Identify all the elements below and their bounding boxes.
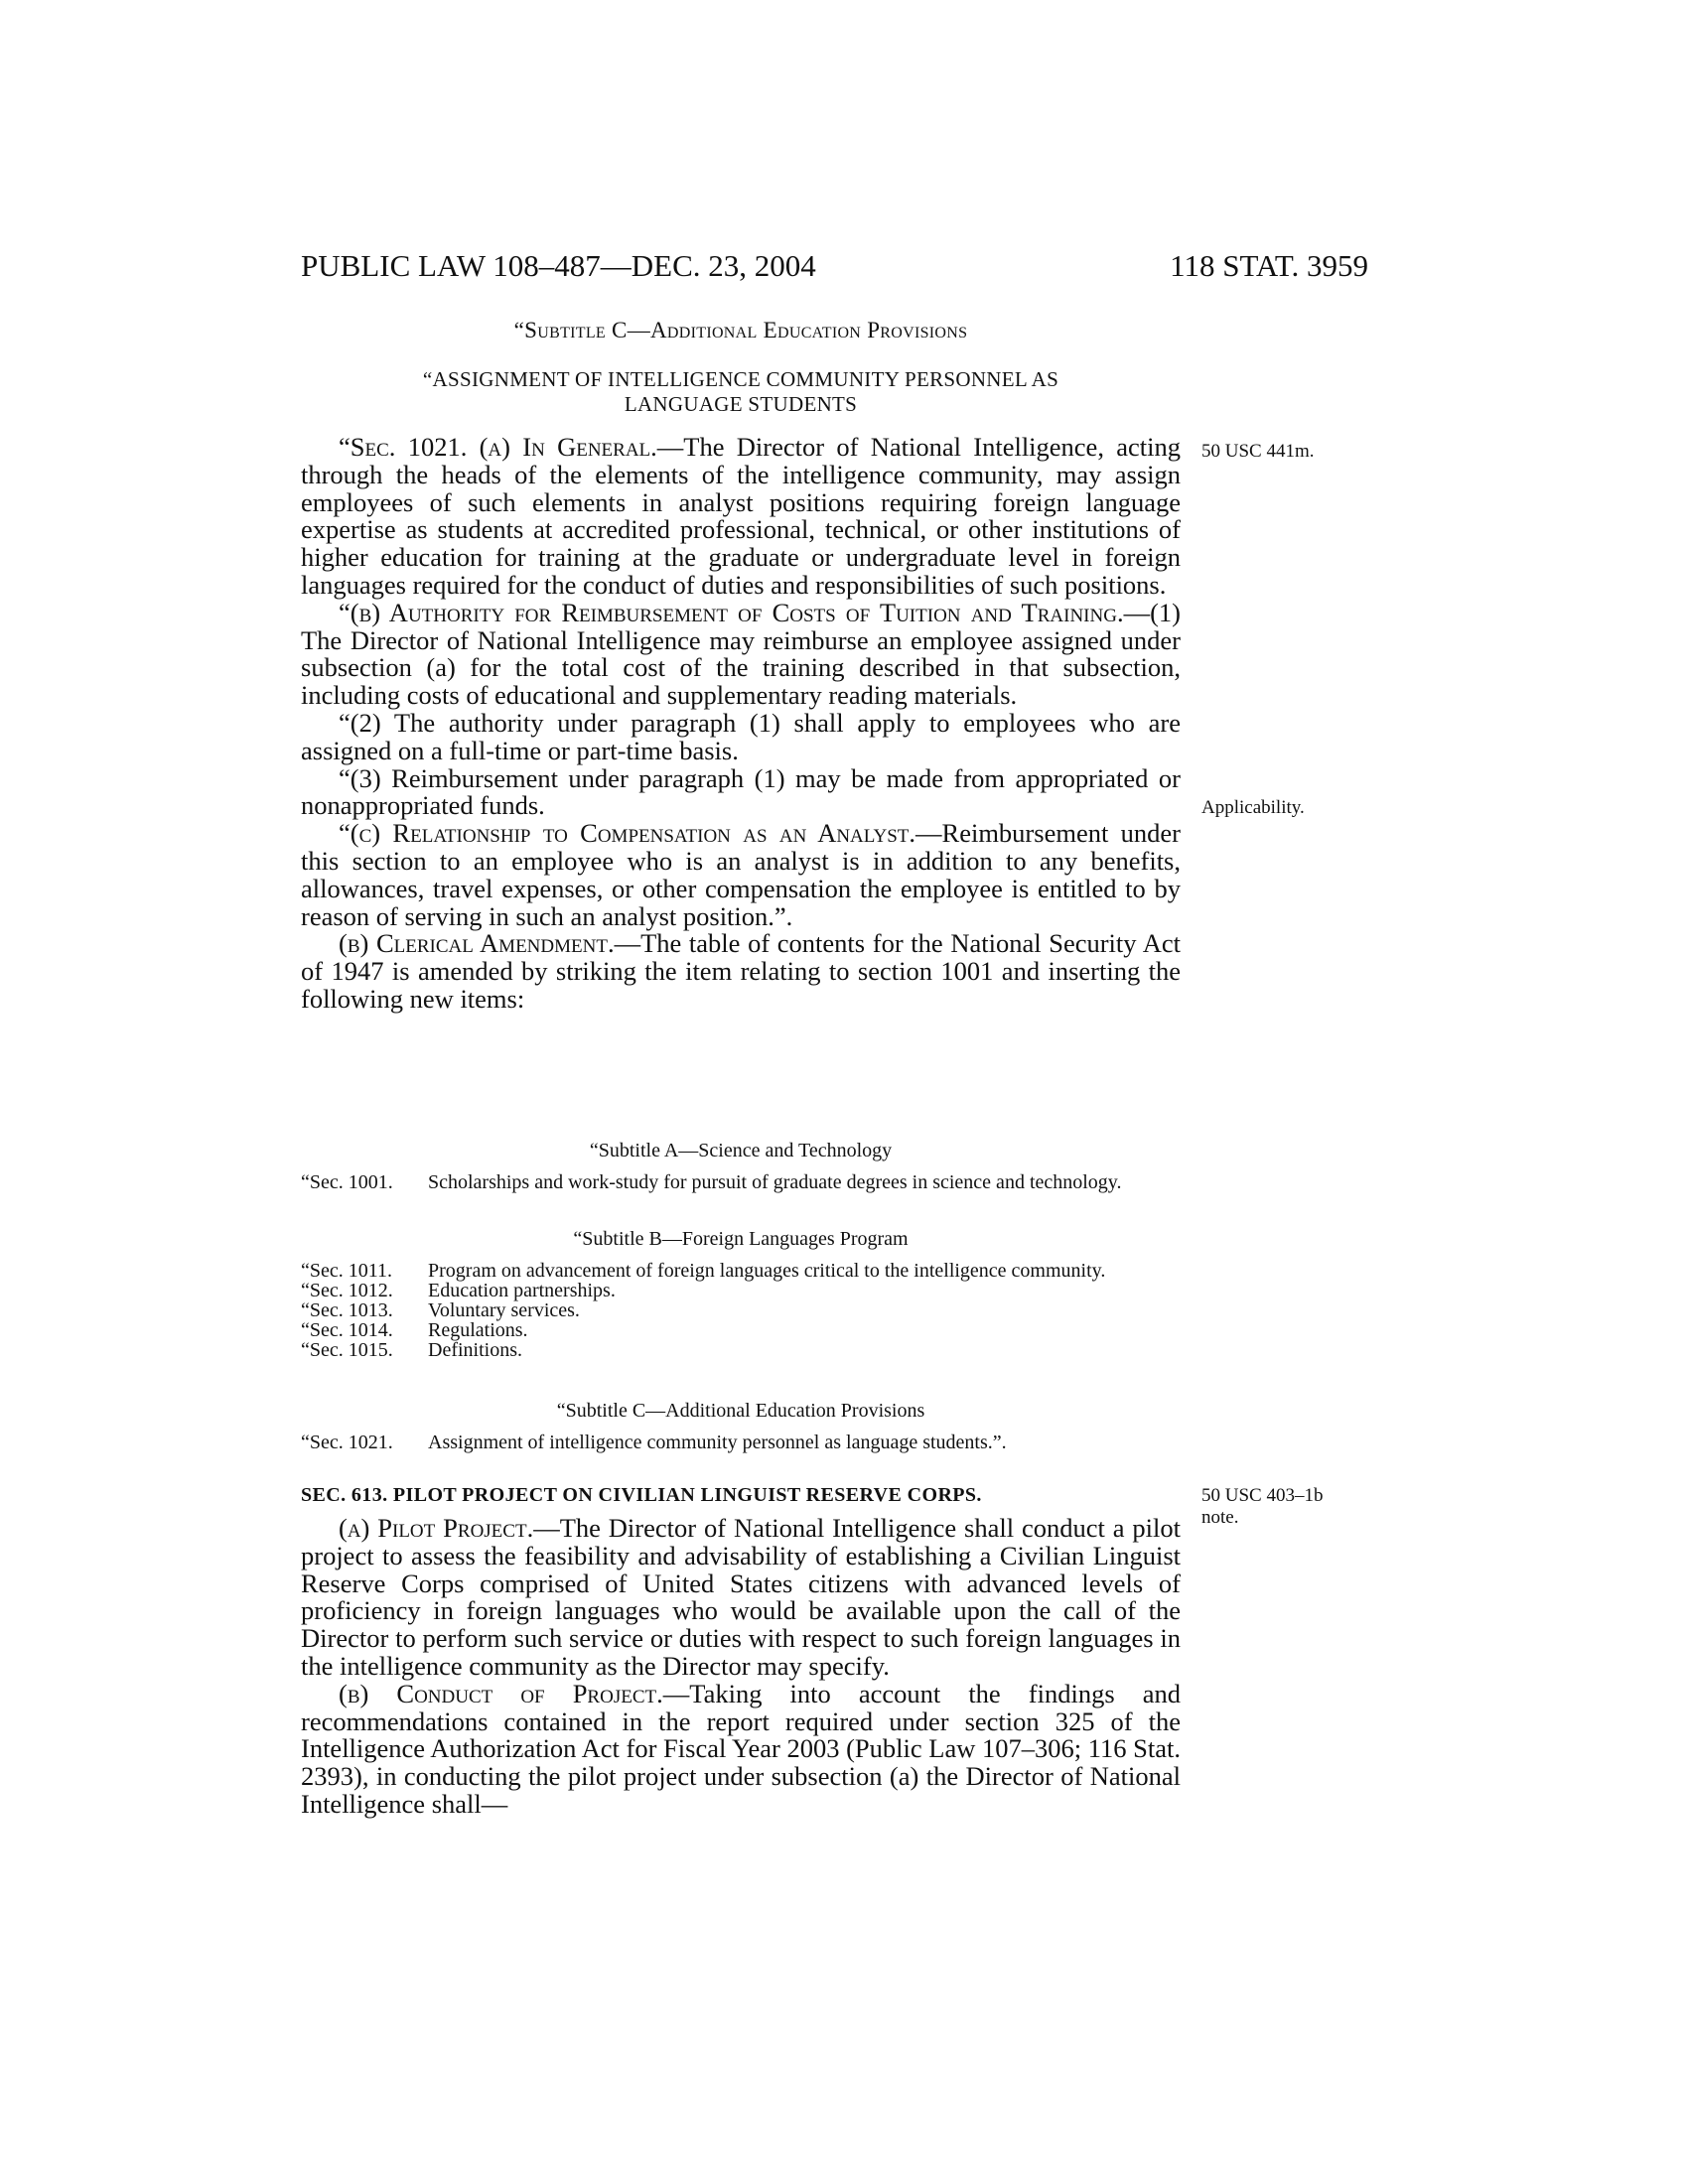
margin-note-usc-441m: 50 USC 441m. [1201,441,1315,462]
sec-1021-paragraph-3: “(3) Reimbursement under paragraph (1) may be made from appropriated or nonappropriated funds. [301,762,1181,821]
toc-entry-text: Education partnerships. [428,1280,616,1301]
toc-subtitle-c-entries [301,1433,1181,1452]
margin-note-applicability: Applicability. [1201,797,1305,818]
toc-entry [301,1320,1181,1340]
toc-entry-text: Definitions. [428,1339,522,1361]
toc-entry-number: “Sec. 1021. [301,1432,393,1453]
toc-subtitle-c: “Subtitle C—Additional Education Provisions [556,1400,925,1422]
sec-1021-subsection-b [301,597,1181,711]
toc-entry-number: “Sec. 1001. [301,1171,393,1193]
subsection-b-text: —(1) The Director of National Intelligence may reimburse an employee assigned under subsection (a) for the total cost of the training described in that subsection, including costs of educational and supplementary reading materials. [301,597,1181,711]
sec-1021-paragraph-2: “(2) The authority under paragraph (1) shall apply to employees who are assigned on a full-time or part-time basis. [301,707,1181,765]
toc-entry-number: “Sec. 1011. [301,1260,393,1282]
margin-note-usc-403 [1201,1485,1370,1529]
subsection-b-heading: “(b) Authority for Reimbursement of Costs of Tuition and Training. [339,597,1124,627]
header-title: PUBLIC LAW 108–487—DEC. 23, 2004 [301,248,816,283]
subsection-a-text: —The Director of National Intelligence, acting through the heads of the elements of the intelligence community, may assign employees of such elements in analyst positions requiring foreign language expertise as students at accredited professional, technical, or other institutions of higher education for training at the graduate or undergraduate level in foreign languages required for the conduct of duties and responsibilities of such positions. [301,432,1181,600]
header-stat-page: 118 STAT. 3959 [1170,248,1368,283]
subtitle-c-heading: “Subtitle C—Additional Education Provisions [513,318,968,342]
sec-613-body [301,1515,1181,1819]
toc-subtitle-a: “Subtitle A—Science and Technology [589,1140,893,1161]
subsection-a-heading: (a) Pilot Project. [339,1513,534,1543]
subsection-a-heading: “Sec. 1021. (a) In General. [339,432,657,462]
toc-entry-text: Assignment of intelligence community personnel as language students.”. [428,1432,1007,1453]
sec-1021-body [301,434,1181,1014]
toc-entry [301,1300,1181,1320]
sec-1021-subsection-a [301,434,1181,600]
section-catch-heading [301,367,1181,417]
toc-entry [301,1281,1181,1300]
toc-entry-text: Scholarships and work-study for pursuit of graduate degrees in science and technology. [428,1171,1122,1193]
clerical-amendment-text: —The table of contents for the National Security Act of 1947 is amended by striking the item relating to section 1001 and inserting the following new items: [301,928,1181,1014]
toc-entry [301,1433,1181,1452]
sec-1021-subsection-c [301,820,1181,930]
toc-subtitle-a-entries [301,1172,1181,1192]
section-heading-line2: LANGUAGE STUDENTS [624,392,858,416]
toc-entry-number: “Sec. 1014. [301,1319,393,1341]
page-header [301,248,1368,298]
subsection-c-text: —Reimbursement under this section to an employee who is an analyst is in addition to any benefits, allowances, travel expenses, or other compensation the employee is entitled to by reason of serving in such an analyst position.”. [301,818,1181,931]
toc-entry-text: Program on advancement of foreign languages critical to the intelligence community. [428,1260,1106,1282]
subsection-c-heading: “(c) Relationship to Compensation as an Analyst. [339,818,916,849]
toc-entry-number: “Sec. 1012. [301,1280,393,1301]
toc-entry-text: Regulations. [428,1319,528,1341]
toc-entry [301,1172,1181,1192]
sec-613-subsection-b [301,1678,1181,1819]
toc-entry [301,1261,1181,1281]
subsection-b-heading: (b) Conduct of Project. [339,1678,663,1708]
margin-note-usc-403-line1: 50 USC 403–1b [1201,1485,1324,1506]
toc-entry-number: “Sec. 1013. [301,1299,393,1321]
sec-613-subsection-a [301,1515,1181,1681]
clerical-amendment-heading: (b) Clerical Amendment. [339,928,615,959]
toc-entry-number: “Sec. 1015. [301,1339,393,1361]
toc-entry-text: Voluntary services. [428,1299,580,1321]
sec-613-heading: SEC. 613. PILOT PROJECT ON CIVILIAN LINGUIST RESERVE CORPS. [301,1484,982,1506]
toc-entry [301,1340,1181,1360]
subsection-a-text: —The Director of National Intelligence shall conduct a pilot project to assess the feasibility and advisability of establishing a Civilian Linguist Reserve Corps comprised of United States citizens with advanced levels of proficiency in foreign languages who would be available upon the call of the Director to perform such service or duties with respect to such foreign languages in the intelligence community as the Director may specify. [301,1513,1182,1681]
section-heading-line1: “ASSIGNMENT OF INTELLIGENCE COMMUNITY PERSONNEL AS [422,367,1059,391]
toc-subtitle-b-entries [301,1261,1181,1360]
clerical-amendment [301,930,1181,1013]
toc-subtitle-b: “Subtitle B—Foreign Languages Program [573,1228,909,1250]
margin-note-usc-403-line2: note. [1201,1507,1239,1528]
subsection-b-text: —Taking into account the findings and recommendations contained in the report required under section 325 of the Intelligence Authorization Act for Fiscal Year 2003 (Public Law 107–306; 116 Stat. 2393), in conducting the pilot project under subsection (a) the Director of National Intelligence shall— [301,1678,1181,1819]
